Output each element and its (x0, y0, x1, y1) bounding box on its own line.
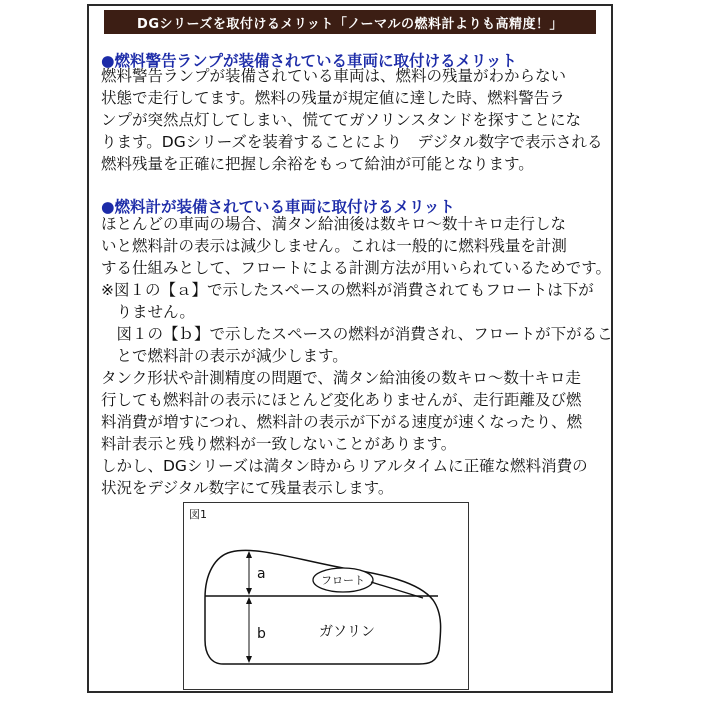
b-label: b (257, 626, 266, 642)
a-arrow-head-top (246, 551, 252, 558)
a-label: a (257, 566, 266, 582)
float-label: フロート (321, 574, 365, 587)
section2-line: 状況をデジタル数字にて残量表示します。 (101, 479, 394, 497)
section2-line: ほとんどの車両の場合、満タン給油後は数キロ～数十キロ走行しな (101, 215, 567, 233)
section2-line: ※図１の【ａ】で示したスペースの燃料が消費されてもフロートは下が (101, 281, 594, 299)
title-text: DGシリーズを取付けるメリット「ノーマルの燃料計よりも高精度！」 (137, 16, 563, 32)
section2-line: 行しても燃料計の表示にほとんど変化ありませんが、走行距離及び燃 (101, 391, 582, 409)
title-banner (104, 10, 596, 34)
section2-line: いと燃料計の表示は減少しません。これは一般的に燃料残量を計測 (101, 237, 567, 255)
section2-line: とで燃料計の表示が減少します。 (101, 347, 348, 365)
section1-line: 燃料警告ランプが装備されている車両は、燃料の残量がわからない (101, 67, 567, 85)
section1-line: ります。DGシリーズを装着することにより デジタル数字で表示される (101, 133, 603, 151)
figure-label: 図1 (189, 508, 207, 521)
section2-line: 図１の【ｂ】で示したスペースの燃料が消費され、フロートが下がるこ (101, 325, 613, 343)
section1-line: 状態で走行してます。燃料の残量が規定値に達した時、燃料警告ラ (101, 89, 565, 107)
section2-line: タンク形状や計測精度の問題で、満タン給油後の数キロ～数十キロ走 (101, 369, 581, 387)
section2-line: する仕組みとして、フロートによる計測方法が用いられているためです。 (101, 259, 611, 277)
section2-line: しかし、DGシリーズは満タン時からリアルタイムに正確な燃料消費の (101, 457, 588, 475)
section1-heading: ●燃料警告ランプが装備されている車両に取付けるメリット (101, 52, 517, 70)
fuel-tank-diagram (183, 502, 469, 690)
tank-outline (205, 550, 441, 664)
section2-heading: ●燃料計が装備されている車両に取付けるメリット (101, 198, 455, 216)
section2-line: 料消費が増すにつれ、燃料計の表示が下がる速度が速くなったり、燃 (101, 413, 583, 431)
gasoline-label: ガソリン (319, 624, 375, 640)
a-arrow-head-bottom (246, 588, 252, 595)
section2-line: 料計表示と残り燃料が一致しないことがあります。 (101, 435, 457, 453)
b-arrow-head-bottom (246, 656, 252, 663)
b-arrow-head-top (246, 597, 252, 604)
section2-line: りません。 (101, 303, 195, 321)
section1-line: ンプが突然点灯してしまい、慌ててガソリンスタンドを探すことにな (101, 111, 582, 129)
section1-line: 燃料残量を正確に把握し余裕をもって給油が可能となります。 (101, 155, 534, 173)
